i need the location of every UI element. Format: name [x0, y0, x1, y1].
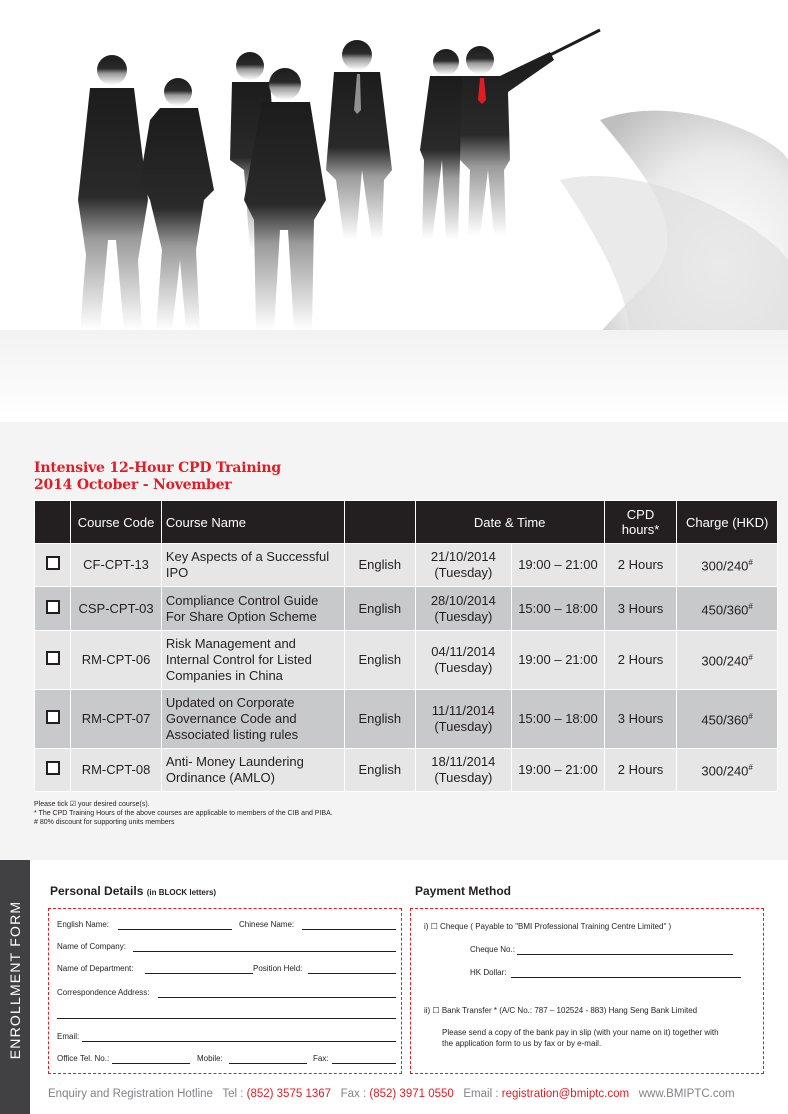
course-language: English	[345, 631, 415, 690]
day-value: (Tuesday)	[434, 770, 493, 785]
day-value: (Tuesday)	[434, 660, 493, 675]
office-tel-field[interactable]	[112, 1063, 190, 1064]
website-link[interactable]: www.BMIPTC.com	[638, 1088, 735, 1100]
table-notes	[34, 800, 333, 827]
course-name: Updated on Corporate Governance Code and Associated listing rules	[161, 690, 344, 749]
course-code: RM-CPT-06	[71, 631, 162, 690]
personal-details-heading: Personal Details	[50, 884, 144, 898]
address-field[interactable]	[158, 997, 396, 998]
course-date	[415, 690, 512, 749]
payment-instruction-2: the application form to us by fax or by e-mail.	[442, 1039, 602, 1048]
date-value: 21/10/2014	[430, 549, 496, 564]
business-people-silhouettes	[0, 0, 788, 422]
charge-value: 450/360	[701, 712, 749, 728]
header-charge: Charge (HKD)	[677, 501, 778, 544]
date-value: 18/11/2014	[431, 754, 496, 769]
department-label: Name of Department:	[57, 964, 134, 973]
course-time: 15:00 – 18:00	[512, 587, 605, 631]
course-language: English	[345, 544, 415, 587]
email-label-footer: Email :	[463, 1088, 499, 1100]
table-row	[35, 631, 778, 690]
table-row	[35, 587, 778, 631]
company-field[interactable]	[133, 951, 396, 952]
course-checkbox[interactable]	[46, 710, 60, 724]
course-charge	[677, 544, 778, 587]
chinese-name-label: Chinese Name:	[239, 920, 295, 929]
course-date	[415, 587, 512, 631]
charge-mark: #	[748, 763, 753, 773]
course-hours: 2 Hours	[604, 749, 676, 792]
day-value: (Tuesday)	[434, 719, 493, 734]
tel-value: (852) 3575 1367	[246, 1088, 332, 1100]
course-code: CSP-CPT-03	[71, 587, 162, 631]
course-date	[415, 544, 512, 587]
personal-details-note: (in BLOCK letters)	[146, 888, 217, 897]
charge-value: 450/360	[701, 602, 749, 618]
hero-image	[0, 0, 788, 422]
course-hours: 2 Hours	[604, 631, 676, 690]
course-hours: 3 Hours	[604, 690, 676, 749]
course-language: English	[345, 749, 415, 792]
note-tick: Please tick ☑ your desired course(s).	[34, 801, 150, 808]
header-language	[345, 501, 415, 544]
english-name-label: English Name:	[57, 920, 110, 929]
charge-value: 300/240	[701, 653, 749, 669]
position-label: Position Held:	[253, 964, 303, 973]
header-select	[35, 501, 71, 544]
course-charge	[677, 631, 778, 690]
course-name: Key Aspects of a Successful IPO	[161, 544, 344, 587]
position-field[interactable]	[308, 973, 396, 974]
day-value: (Tuesday)	[434, 565, 493, 580]
training-title	[34, 460, 281, 494]
fax-field[interactable]	[332, 1063, 396, 1064]
fax-label-footer: Fax :	[340, 1088, 367, 1100]
course-language: English	[345, 690, 415, 749]
course-time: 19:00 – 21:00	[512, 544, 605, 587]
email-label: Email:	[57, 1032, 80, 1041]
table-row	[35, 749, 778, 792]
note-cpd: * The CPD Training Hours of the above courses are applicable to members of the CIB and PIBA.	[34, 810, 333, 817]
course-language: English	[345, 587, 415, 631]
course-code: RM-CPT-07	[71, 690, 162, 749]
course-time: 19:00 – 21:00	[512, 631, 605, 690]
charge-value: 300/240	[701, 763, 749, 779]
office-tel-label: Office Tel. No.:	[57, 1054, 110, 1063]
date-value: 28/10/2014	[430, 592, 496, 608]
header-cpd-hours: CPD hours*	[604, 501, 676, 544]
course-charge	[677, 587, 778, 631]
course-name: Risk Management and Internal Control for Listed Companies in China	[161, 631, 344, 690]
mobile-field[interactable]	[229, 1063, 307, 1064]
department-field[interactable]	[145, 973, 253, 974]
course-time: 15:00 – 18:00	[512, 690, 605, 749]
course-date	[415, 749, 512, 792]
cheque-no-field[interactable]	[517, 954, 733, 955]
table-row	[35, 690, 778, 749]
course-name: Compliance Control Guide For Share Option Scheme	[161, 587, 344, 631]
note-discount: # 80% discount for supporting units members	[34, 819, 175, 826]
title-line-2: 2014 October - November	[34, 477, 232, 493]
footer	[48, 1088, 735, 1100]
course-charge	[677, 749, 778, 792]
day-value: (Tuesday)	[434, 608, 493, 624]
course-hours: 3 Hours	[604, 587, 676, 631]
mobile-label: Mobile:	[197, 1054, 223, 1063]
course-charge	[677, 690, 778, 749]
date-value: 04/11/2014	[431, 644, 496, 659]
fax-label: Fax:	[313, 1054, 329, 1063]
course-table	[34, 500, 778, 792]
chinese-name-field[interactable]	[302, 929, 396, 930]
payment-instruction-1: Please send a copy of the bank pay in slip (with your name on it) together with	[442, 1028, 719, 1037]
table-header-row	[35, 501, 778, 544]
address-label: Correspondence Address:	[57, 988, 150, 997]
charge-mark: #	[748, 558, 753, 568]
course-code: CF-CPT-13	[71, 544, 162, 587]
email-field[interactable]	[82, 1041, 396, 1042]
personal-details-title	[50, 884, 216, 898]
course-time: 19:00 – 21:00	[512, 749, 605, 792]
table-row	[35, 544, 778, 587]
title-line-1: Intensive 12-Hour CPD Training	[34, 460, 281, 476]
charge-mark: #	[748, 601, 753, 611]
charge-mark: #	[748, 712, 753, 722]
english-name-field[interactable]	[118, 929, 232, 930]
charge-value: 300/240	[701, 558, 749, 574]
course-checkbox[interactable]	[46, 556, 60, 570]
enrollment-sidebar	[0, 860, 30, 1114]
header-course-code: Course Code	[71, 501, 162, 544]
date-value: 11/11/2014	[431, 703, 495, 718]
hk-dollar-label: HK Dollar:	[470, 968, 507, 977]
charge-mark: #	[748, 653, 753, 663]
course-checkbox[interactable]	[46, 600, 60, 614]
hotline-label: Enquiry and Registration Hotline	[48, 1088, 213, 1100]
course-date	[415, 631, 512, 690]
cheque-option[interactable]: i) ☐ Cheque ( Payable to "BMI Professional Training Centre Limited" )	[424, 922, 672, 931]
tel-label: Tel :	[222, 1088, 244, 1100]
address-field-line-2[interactable]	[57, 1018, 396, 1019]
company-label: Name of Company:	[57, 942, 126, 951]
fax-value: (852) 3971 0550	[369, 1088, 454, 1100]
bank-transfer-option[interactable]: ii) ☐ Bank Transfer * (A/C No.: 787 – 102524 - 883) Hang Seng Bank Limited	[424, 1006, 698, 1015]
header-date-time: Date & Time	[415, 501, 604, 544]
sidebar-label: ENROLLMENT FORM	[7, 900, 23, 1060]
payment-method-box	[410, 908, 764, 1074]
hk-dollar-field[interactable]	[511, 977, 741, 978]
course-name: Anti- Money Laundering Ordinance (AMLO)	[161, 749, 344, 792]
course-code: RM-CPT-08	[71, 749, 162, 792]
header-course-name: Course Name	[161, 501, 344, 544]
course-hours: 2 Hours	[604, 544, 676, 587]
course-checkbox[interactable]	[46, 651, 60, 665]
payment-method-title: Payment Method	[415, 884, 512, 898]
email-link[interactable]: registration@bmiptc.com	[501, 1088, 630, 1100]
course-checkbox[interactable]	[46, 761, 60, 775]
cheque-no-label: Cheque No.:	[470, 945, 515, 954]
